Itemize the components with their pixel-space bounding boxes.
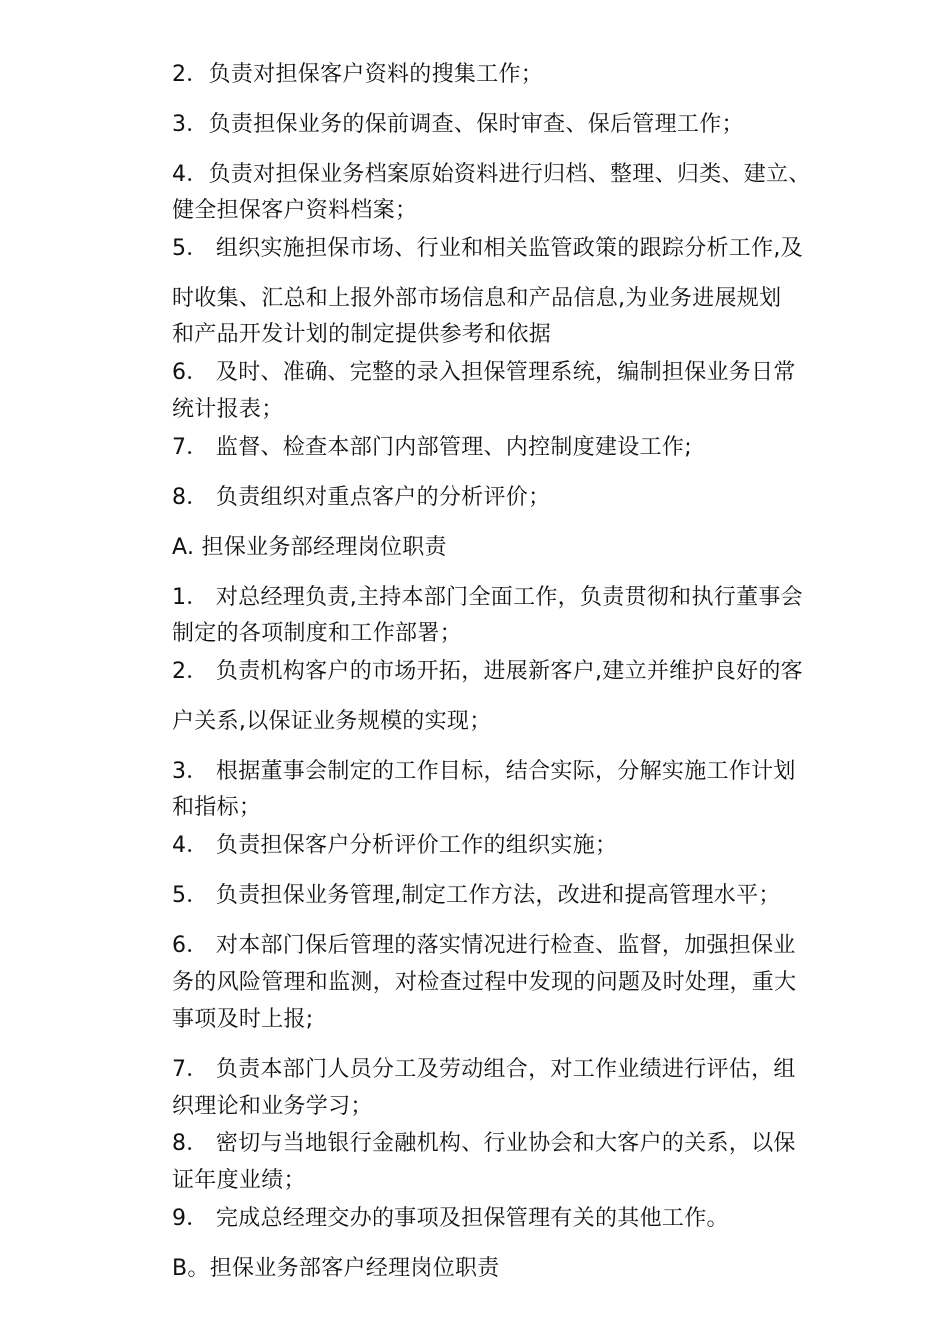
text-line: 4．负责对担保业务档案原始资料进行归档、整理、归类、建立、 [172, 162, 811, 187]
text-line: 6． 对本部门保后管理的落实情况进行检查、监督，加强担保业 [172, 933, 796, 958]
text-line: 4． 负责担保客户分析评价工作的组织实施； [172, 833, 618, 858]
text-line: 5． 组织实施担保市场、行业和相关监管政策的跟踪分析工作,及 [172, 236, 803, 261]
text-line: 织理论和业务学习； [172, 1094, 373, 1119]
text-line: 健全担保客户资料档案； [172, 198, 418, 223]
text-line: 证年度业绩； [172, 1168, 306, 1193]
text-line: 事项及时上报; [172, 1007, 314, 1032]
text-line: 5． 负责担保业务管理,制定工作方法，改进和提高管理水平； [172, 883, 781, 908]
text-line: 2． 负责机构客户的市场开拓，进展新客户,建立并维护良好的客 [172, 659, 803, 684]
text-line: 8． 密切与当地银行金融机构、行业协会和大客户的关系，以保 [172, 1131, 796, 1156]
section-heading-a: A. 担保业务部经理岗位职责 [172, 535, 447, 560]
section-heading-b: B。担保业务部客户经理岗位职责 [172, 1256, 500, 1281]
text-line: 7． 负责本部门人员分工及劳动组合，对工作业绩进行评估，组 [172, 1057, 796, 1082]
text-line: 时收集、汇总和上报外部市场信息和产品信息,为业务进展规划 [172, 286, 782, 311]
text-line: 9． 完成总经理交办的事项及担保管理有关的其他工作。 [172, 1206, 729, 1231]
text-line: 制定的各项制度和工作部署； [172, 621, 462, 646]
text-line: 和产品开发计划的制定提供参考和依据 [172, 322, 552, 347]
text-line: 8． 负责组织对重点客户的分析评价； [172, 485, 551, 510]
text-line: 6． 及时、准确、完整的录入担保管理系统，编制担保业务日常 [172, 360, 796, 385]
text-line: 统计报表； [172, 397, 284, 422]
text-line: 3． 根据董事会制定的工作目标，结合实际，分解实施工作计划 [172, 759, 796, 784]
text-line: 务的风险管理和监测，对检查过程中发现的问题及时处理，重大 [172, 970, 797, 995]
text-line: 3．负责担保业务的保前调查、保时审查、保后管理工作； [172, 112, 744, 137]
text-line: 和指标； [172, 795, 262, 820]
text-line: 2．负责对担保客户资料的搜集工作； [172, 62, 544, 87]
text-line: 7． 监督、检查本部门内部管理、内控制度建设工作; [172, 435, 692, 460]
text-line: 户关系,以保证业务规模的实现； [172, 709, 492, 734]
text-line: 1． 对总经理负责,主持本部门全面工作，负责贯彻和执行董事会 [172, 585, 803, 610]
